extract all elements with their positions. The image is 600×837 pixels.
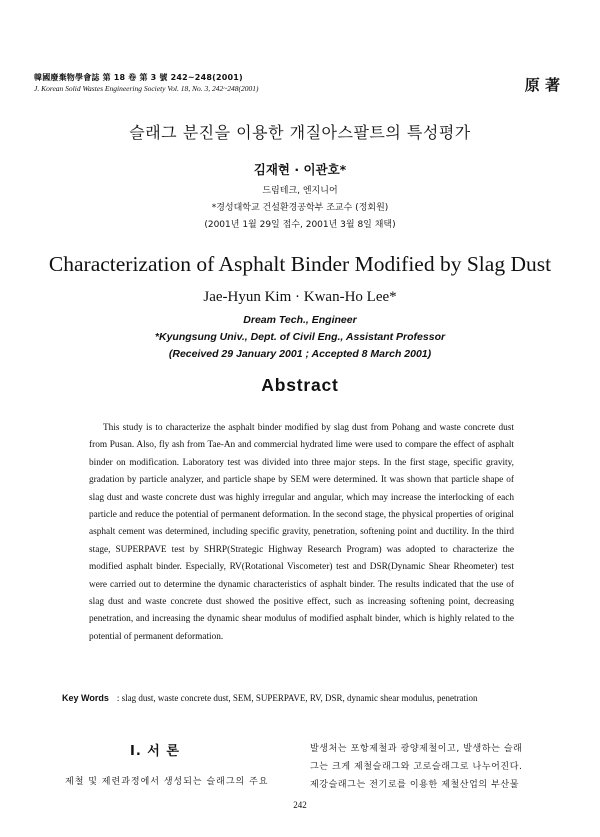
received-dates-english: (Received 29 January 2001 ; Accepted 8 March 2001)	[168, 348, 432, 360]
keywords-label: Key Words	[62, 693, 109, 703]
abstract-heading: Abstract	[261, 375, 339, 395]
affiliation-english-2: *Kyungsung Univ., Dept. of Civil Eng., Assistant Professor	[154, 331, 446, 343]
keywords-terms: : slag dust, waste concrete dust, SEM, SUPERPAVE, RV, DSR, dynamic shear modulus, penetration	[116, 693, 478, 703]
journal-header-korean: 韓國廢棄物學會誌 第 18 卷 第 3 號 242~248(2001)	[34, 73, 243, 82]
section-heading-introduction: Ⅰ. 서 론	[130, 744, 180, 759]
affiliation-korean-1: 드림테크, 엔지니어	[262, 186, 338, 196]
keywords	[62, 690, 542, 707]
abstract-text: This study is to characterize the asphalt binder modified by slag dust from Pohang and waste concrete dust from Pusan. Also, fly ash from Tae-An and commercial hydrated lime were used to compare the effect of asphalt binder on modification. Laboratory test was divided into three major steps. In the first stage, specific gravity, gradation by particle analyzer, and particle shape by SEM were determined. It was shown that particle shape of slag dust and waste concrete dust was highly irregular and angular, which may increase the interlocking of each particle and reduce the potential of permanent deformation. In the second stage, the physical properties of original asphalt cement was determined, including specific gravity, penetration, softening point and ductility. In the third stage, SUPERPAVE test by SHRP(Strategic Highway Research Program) was adopted to characterize the modified asphalt binder. Especially, RV(Rotational Viscometer) test and DSR(Dynamic Shear Rheometer) test were carried out to determine the dynamic characteristics of asphalt binder. The results indicated that the use of slag dust and waste concrete dust showed the positive effect, such as increasing softening point, decreasing penetration, and increasing the dynamic shear modulus of modified asphalt binder, which is highly related to the potential of permanent deformation.	[89, 423, 514, 642]
title-english: Characterization of Asphalt Binder Modified by Slag Dust	[48, 252, 552, 276]
affiliation-english-1: Dream Tech., Engineer	[243, 314, 357, 326]
affiliations-english	[0, 312, 600, 363]
body-right-line-3: 제강슬래그는 전기로를 이용한 제철산업의 부산물	[310, 780, 520, 790]
page-number: 242	[293, 800, 307, 810]
affiliation-korean-2: *경성대학교 건설환경공학부 조교수 (정회원)	[211, 203, 389, 213]
authors-korean: 김재현 · 이관호*	[253, 162, 347, 177]
article-type-badge: 原 著	[524, 76, 560, 94]
body-right-line-1: 발생처는 포항제철과 광양제철이고, 발생하는 슬래	[310, 744, 523, 754]
title-korean: 슬래그 분진을 이용한 개질아스팔트의 특성평가	[129, 123, 471, 142]
body-text-right-column	[310, 740, 560, 794]
journal-header-english: J. Korean Solid Wastes Engineering Society Vol. 18, No. 3, 242~248(2001)	[34, 84, 259, 93]
body-right-line-2: 그는 크게 제철슬래그와 고로슬래그로 나누어진다.	[310, 762, 523, 772]
body-text-left-column: 제철 및 제련과정에서 생성되는 슬래그의 주요	[65, 777, 269, 787]
received-dates-korean: (2001년 1월 29일 접수, 2001년 3월 8일 채택)	[204, 220, 396, 230]
authors-english: Jae-Hyun Kim · Kwan-Ho Lee*	[203, 289, 397, 305]
